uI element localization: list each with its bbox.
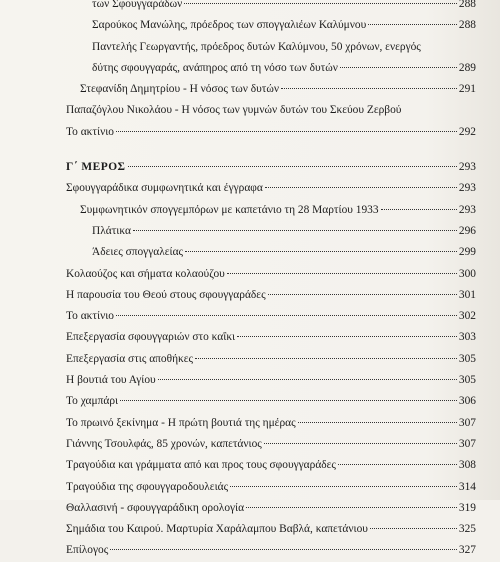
toc-entry-title: Σαρούκος Μανώλης, πρόεδρος των σπογγαλιέων Καλύμνου (92, 19, 367, 32)
dot-leader (281, 88, 457, 89)
toc-entry-title: Σημάδια του Καιρού. Μαρτυρία Χαράλαμπου Βαβλά, καπετάνιου (66, 523, 368, 536)
dot-leader (133, 230, 457, 231)
section-heading (66, 157, 476, 178)
toc-entry-title: Το πρωινό ξεκίνημα - Η πρώτη βουτιά της ημέρας (66, 416, 296, 429)
dot-leader (265, 187, 457, 188)
page-number: 293 (458, 203, 476, 216)
page-number: 308 (458, 459, 476, 472)
page-number: 291 (458, 83, 476, 96)
page-number: 319 (458, 501, 476, 514)
page-number: 307 (458, 437, 476, 450)
table-of-contents (66, 0, 476, 562)
page-number: 293 (458, 161, 476, 174)
toc-entry (66, 285, 476, 306)
toc-entry (66, 327, 476, 348)
toc-entry-title: Τραγούδια της σφουγγαροδουλειάς (66, 480, 229, 493)
toc-entry (66, 306, 476, 327)
toc-entry-title: Συμφωνητικόν σπογγεμπόρων με καπετάνιο τη 28 Μαρτίου 1933 (80, 203, 379, 216)
toc-entry-multiline (66, 37, 476, 80)
toc-entry-title: Στεφανίδη Δημητρίου - Η νόσος των δυτών (80, 83, 279, 96)
toc-entry (66, 477, 476, 498)
toc-entry (66, 349, 476, 370)
dot-leader (338, 464, 457, 465)
toc-entry (66, 242, 476, 263)
dot-leader (158, 379, 457, 380)
toc-entry (66, 413, 476, 434)
dot-leader (195, 358, 457, 359)
toc-entry-last-line (66, 122, 476, 143)
toc-entry-title: Επεξεργασία σφουγγαριών στο καΐκι (66, 331, 236, 344)
dot-leader (230, 486, 457, 487)
dot-leader (116, 315, 457, 316)
toc-entry-title: Η βουτιά του Αγίου (66, 374, 156, 387)
toc-entry-title: Τραγούδια και γράμματα από και προς τους σφουγγαράδες (66, 459, 336, 472)
page-number: 292 (458, 125, 476, 138)
page-number: 300 (458, 267, 476, 280)
section-title: Γ΄ ΜΕΡΟΣ (66, 161, 126, 174)
dot-leader (110, 549, 457, 550)
toc-entry (66, 540, 476, 561)
toc-entry (66, 200, 476, 221)
toc-entry-text-line: Παντελής Γεωργαντής, πρόεδρος δυτών Καλύμνου, 50 χρόνων, ενεργός (92, 40, 421, 53)
toc-entry-multiline (66, 100, 476, 143)
page-number: 305 (458, 352, 476, 365)
toc-entry (66, 391, 476, 412)
toc-entry-title: Κολαούζος και σήματα κολαούζου (66, 267, 225, 280)
dot-leader (370, 528, 457, 529)
dot-leader (368, 24, 457, 25)
toc-entry (66, 178, 476, 199)
toc-entry (66, 15, 476, 36)
dot-leader (237, 336, 457, 337)
page-number: 288 (458, 0, 476, 10)
dot-leader (298, 422, 457, 423)
toc-entry (66, 498, 476, 519)
toc-entry (66, 434, 476, 455)
toc-entry-title: Το χαμπάρι (66, 395, 119, 408)
page-number: 296 (458, 224, 476, 237)
dot-leader (340, 67, 457, 68)
page-number: 325 (458, 523, 476, 536)
toc-entry-title: Θαλλασινή - σφουγγαράδικη ορολογία (66, 501, 245, 514)
toc-entry-title: Επεξεργασία στις αποθήκες (66, 352, 194, 365)
page-number: 288 (458, 19, 476, 32)
page-number: 314 (458, 480, 476, 493)
dot-leader (128, 166, 457, 167)
toc-entry-multiline (66, 0, 476, 15)
dot-leader (246, 507, 457, 508)
page-number: 302 (458, 310, 476, 323)
toc-entry (66, 264, 476, 285)
toc-entry-text-line: Το ακτίνιο (66, 125, 114, 138)
dot-leader (120, 400, 457, 401)
toc-entry-title: Πλάτικα (92, 224, 131, 237)
toc-entry-title: Επίλογος (66, 544, 109, 557)
toc-entry-title: Σφουγγαράδικα συμφωνητικά και έγγραφα (66, 182, 263, 195)
page-number: 293 (458, 182, 476, 195)
section-spacer (66, 143, 476, 157)
toc-entry-title: Το ακτίνιο (66, 310, 114, 323)
toc-entry-title: Γιάννης Τσουλφάς, 85 χρονών, καπετάνιος (66, 437, 262, 450)
page-number: 299 (458, 246, 476, 259)
dot-leader (227, 273, 457, 274)
dot-leader (264, 443, 457, 444)
toc-entry-text-line: δύτης σφουγγαράς, ανάπηρος από τη νόσο των δυτών (92, 61, 338, 74)
toc-entry-text-line: Παπαζόγλου Νικολάου - Η νόσος των γυμνών δυτών του Σκεύου Ζερβού (66, 104, 402, 117)
toc-entry-title: Άδειες σπογγαλείας (92, 246, 184, 259)
page-number: 306 (458, 395, 476, 408)
dot-leader (381, 209, 457, 210)
toc-entry-text-line: των Σφουγγαράδων (92, 0, 183, 10)
toc-entry (66, 221, 476, 242)
dot-leader (116, 131, 457, 132)
toc-entry (66, 519, 476, 540)
toc-entry (66, 455, 476, 476)
page-number: 327 (458, 544, 476, 557)
page-number: 307 (458, 416, 476, 429)
toc-entry-title: Η παρουσία του Θεού στους σφουγγαράδες (66, 288, 266, 301)
dot-leader (268, 294, 457, 295)
toc-entry (66, 79, 476, 100)
dot-leader (184, 3, 457, 4)
dot-leader (185, 251, 457, 252)
page-number: 301 (458, 288, 476, 301)
toc-entry (66, 370, 476, 391)
toc-entry-last-line (66, 58, 476, 79)
toc-entry-last-line (66, 0, 476, 15)
page-number: 289 (458, 61, 476, 74)
page-number: 305 (458, 374, 476, 387)
page-number: 303 (458, 331, 476, 344)
